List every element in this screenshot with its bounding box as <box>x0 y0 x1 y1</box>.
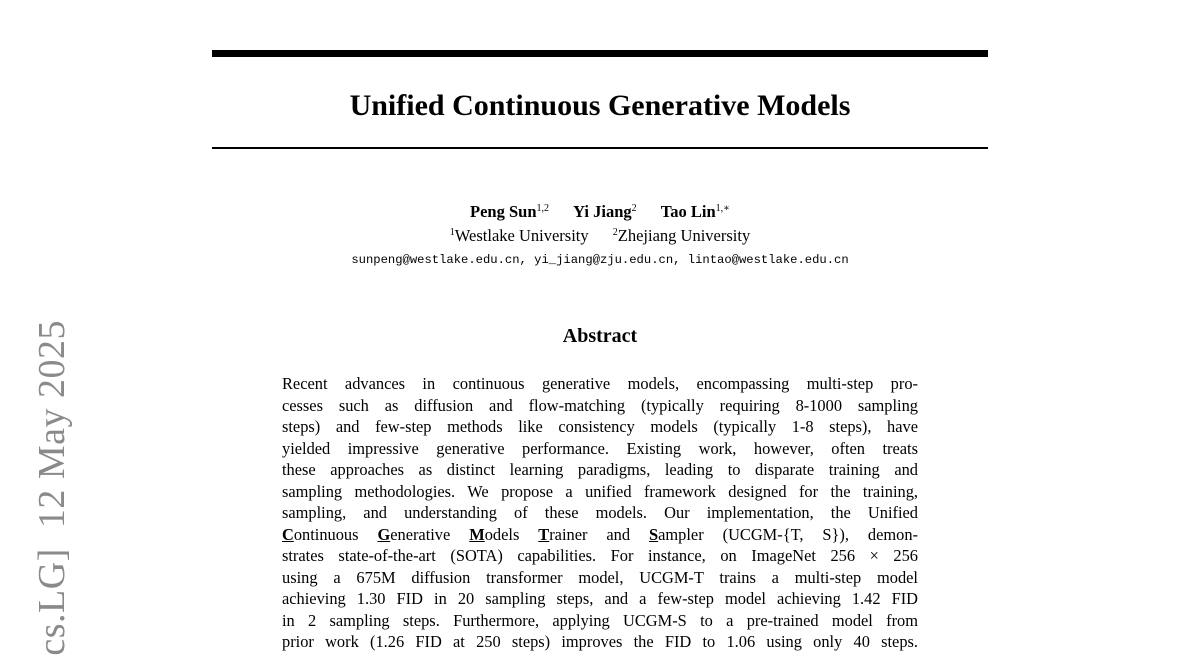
abstract-line: strates state-of-the-art (SOTA) capabilities. For instance, on ImageNet 256 × 256 <box>282 546 918 565</box>
abstract-line: prior work (1.26 FID at 250 steps) improves the FID to 1.06 using only 40 steps. <box>282 632 918 651</box>
affiliation-1: $^1$Westlake University <box>449 226 589 245</box>
abstract-line: yielded impressive generative performance. Existing work, however, often treats <box>282 438 918 458</box>
abstract-line: in 2 sampling steps. Furthermore, applying UCGM-S to a pre-trained model from <box>282 610 918 630</box>
abstract-heading: Abstract <box>562 325 638 347</box>
abstract-line: cesses such as diffusion and flow-matching (typically requiring 8-1000 sampling <box>282 395 918 415</box>
abstract-line: sampling, and understanding of these models. Our implementation, the Unified <box>282 503 918 522</box>
author-emails: sunpeng@westlake.edu.cn, yi_jiang@zju.edu.cn, lintao@westlake.edu.cn <box>351 253 849 267</box>
abstract-body <box>282 373 918 653</box>
arxiv-category-partial: cs.LG] <box>31 548 73 656</box>
author-list <box>212 201 988 223</box>
title-rule-bottom <box>212 147 988 149</box>
abstract-line-acronym: Continuous Generative Models Trainer and Sampler (UCGM-{T, S}), demon- <box>282 524 919 544</box>
abstract-line: Recent advances in continuous generative models, encompassing multi-step pro- <box>282 374 918 393</box>
arxiv-side-stamp <box>22 320 112 660</box>
affiliation-list <box>212 225 988 247</box>
abstract-line: achieving 1.30 FID in 20 sampling steps, and a few-step model achieving 1.42 FID <box>282 589 918 608</box>
abstract-line: sampling methodologies. We propose a unified framework designed for the training, <box>282 481 918 501</box>
affiliation-2: $^2$Zhejiang University <box>612 226 751 245</box>
abstract-line: using a 675M diffusion transformer model, UCGM-T trains a multi-step model <box>282 567 918 587</box>
paper-title: Unified Continuous Generative Models <box>349 89 851 122</box>
abstract-line: steps) and few-step methods like consistency models (typically 1-8 steps), have <box>282 417 918 436</box>
title-rule-top <box>212 50 988 57</box>
abstract-line: these approaches as distinct learning paradigms, leading to disparate training and <box>282 460 918 479</box>
arxiv-date: 12 May 2025 <box>31 320 73 529</box>
author-2: Yi Jiang$^2$ <box>573 202 637 221</box>
author-1: Peng Sun$^{1,2}$ <box>470 202 549 221</box>
author-3: Tao Lin$^{1,∗}$ <box>660 202 730 221</box>
